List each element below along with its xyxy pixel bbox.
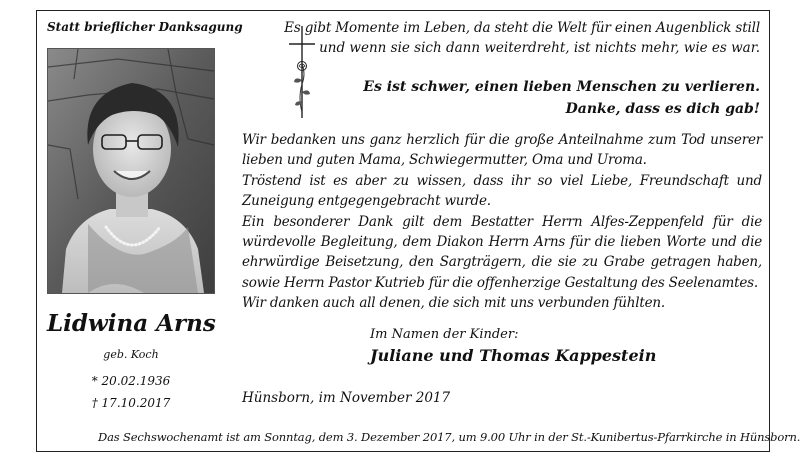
body-paragraph: Wir bedanken uns ganz herzlich für die große Anteilnahme zum Tod unserer lieben und guten Mama, Schwiegermutter, Oma und Uroma. xyxy=(242,132,762,169)
signoff-names: Juliane und Thomas Kappestein xyxy=(370,346,657,365)
quote-line: Es gibt Momente im Leben, da steht die Welt für einen Augenblick still xyxy=(284,20,760,36)
thank-you-text xyxy=(242,130,762,314)
birth-name: geb. Koch xyxy=(103,348,159,361)
body-paragraph: Wir danken auch all denen, die sich mit uns verbunden fühlten. xyxy=(242,295,665,312)
place-and-date: Hünsborn, im November 2017 xyxy=(242,390,451,406)
death-date: † 17.10.2017 xyxy=(91,396,171,410)
quote-line: und wenn sie sich dann weiterdreht, ist nichts mehr, wie es war. xyxy=(319,40,760,56)
body-paragraph: Ein besonderer Dank gilt dem Bestatter Herrn Alfes-Zeppenfeld für die würdevolle Begleitung, dem Diakon Herrn Arns für die lieben Worte und die ehrwürdige Beisetzung, den Sargträgern, die sie zu Grabe getragen haben, sowie Herrn Pastor Kutrieb für die offenherzige Gestaltung des Seelenamtes. xyxy=(242,213,762,291)
portrait-photo xyxy=(47,48,215,294)
memorial-mass-notice: Das Sechswochenamt ist am Sonntag, dem 3. Dezember 2017, um 9.00 Uhr in der St.-Kunibertus-Pfarrkirche in Hünsborn. xyxy=(98,430,800,444)
notice-type-label: Statt brieflicher Danksagung xyxy=(47,20,243,34)
deceased-name: Lidwina Arns xyxy=(47,310,216,337)
motto-line: Es ist schwer, einen lieben Menschen zu verlieren. xyxy=(363,79,760,95)
body-paragraph: Tröstend ist es aber zu wissen, dass ihr so viel Liebe, Freundschaft und Zuneigung entgegengebracht wurde. xyxy=(242,172,762,210)
birth-date: * 20.02.1936 xyxy=(91,374,171,388)
motto-line: Danke, dass es dich gab! xyxy=(565,101,760,117)
signoff-intro: Im Namen der Kinder: xyxy=(370,327,519,342)
opening-quote xyxy=(284,18,760,58)
motto xyxy=(363,76,760,120)
